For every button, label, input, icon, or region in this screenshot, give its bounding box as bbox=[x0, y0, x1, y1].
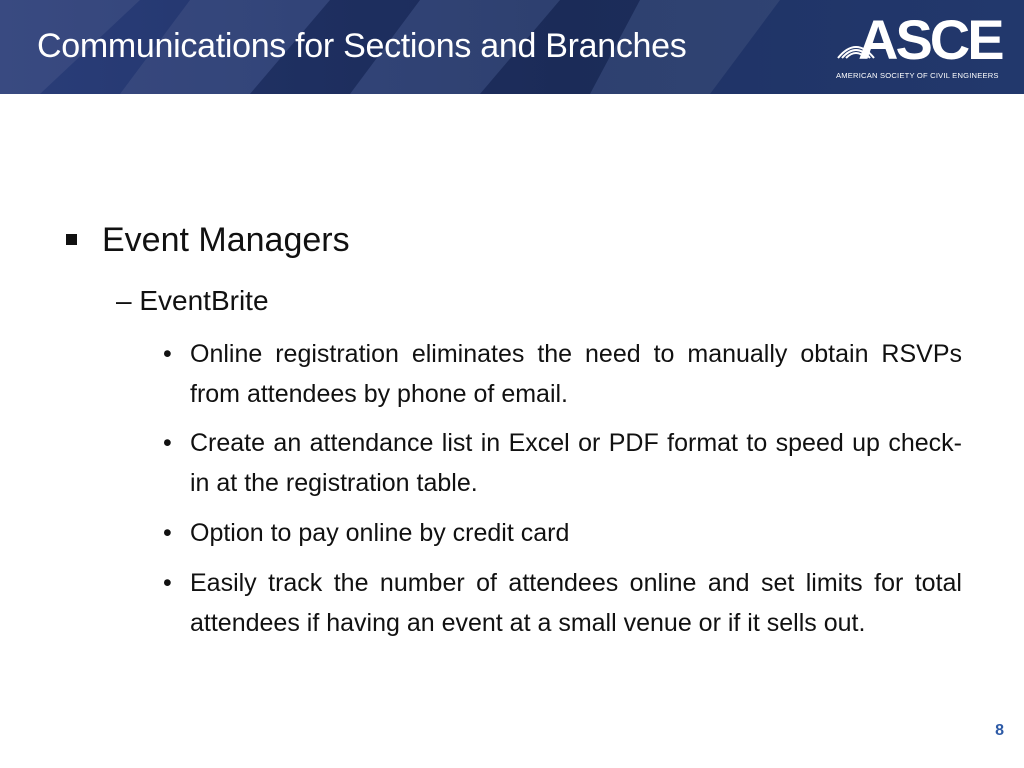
bullet-item-text: Create an attendance list in Excel or PDF format to speed up check-in at the registration table. bbox=[190, 429, 962, 497]
bullet-level1-text: Event Managers bbox=[102, 221, 350, 259]
logo-wordmark: ASCE bbox=[858, 8, 1002, 71]
bullet-item-text: Easily track the number of attendees online and set limits for total attendees if having an event at a small venue or if it sells out. bbox=[190, 569, 962, 637]
bullet-dot-icon: • bbox=[163, 340, 172, 368]
bullet-dot-icon: • bbox=[163, 569, 172, 597]
bullet-dot-icon: • bbox=[163, 519, 172, 547]
page-number: 8 bbox=[995, 722, 1004, 739]
square-bullet-icon bbox=[66, 234, 77, 245]
bullet-dot-icon: • bbox=[163, 429, 172, 457]
bullet-item-text: Online registration eliminates the need to manually obtain RSVPs from attendees by phone of email. bbox=[190, 340, 962, 408]
bullet-item-text: Option to pay online by credit card bbox=[190, 519, 570, 547]
bullet-level2-text: – EventBrite bbox=[116, 285, 269, 316]
logo-subtext: AMERICAN SOCIETY OF CIVIL ENGINEERS bbox=[836, 71, 999, 80]
slide-title: Communications for Sections and Branches bbox=[37, 27, 687, 65]
